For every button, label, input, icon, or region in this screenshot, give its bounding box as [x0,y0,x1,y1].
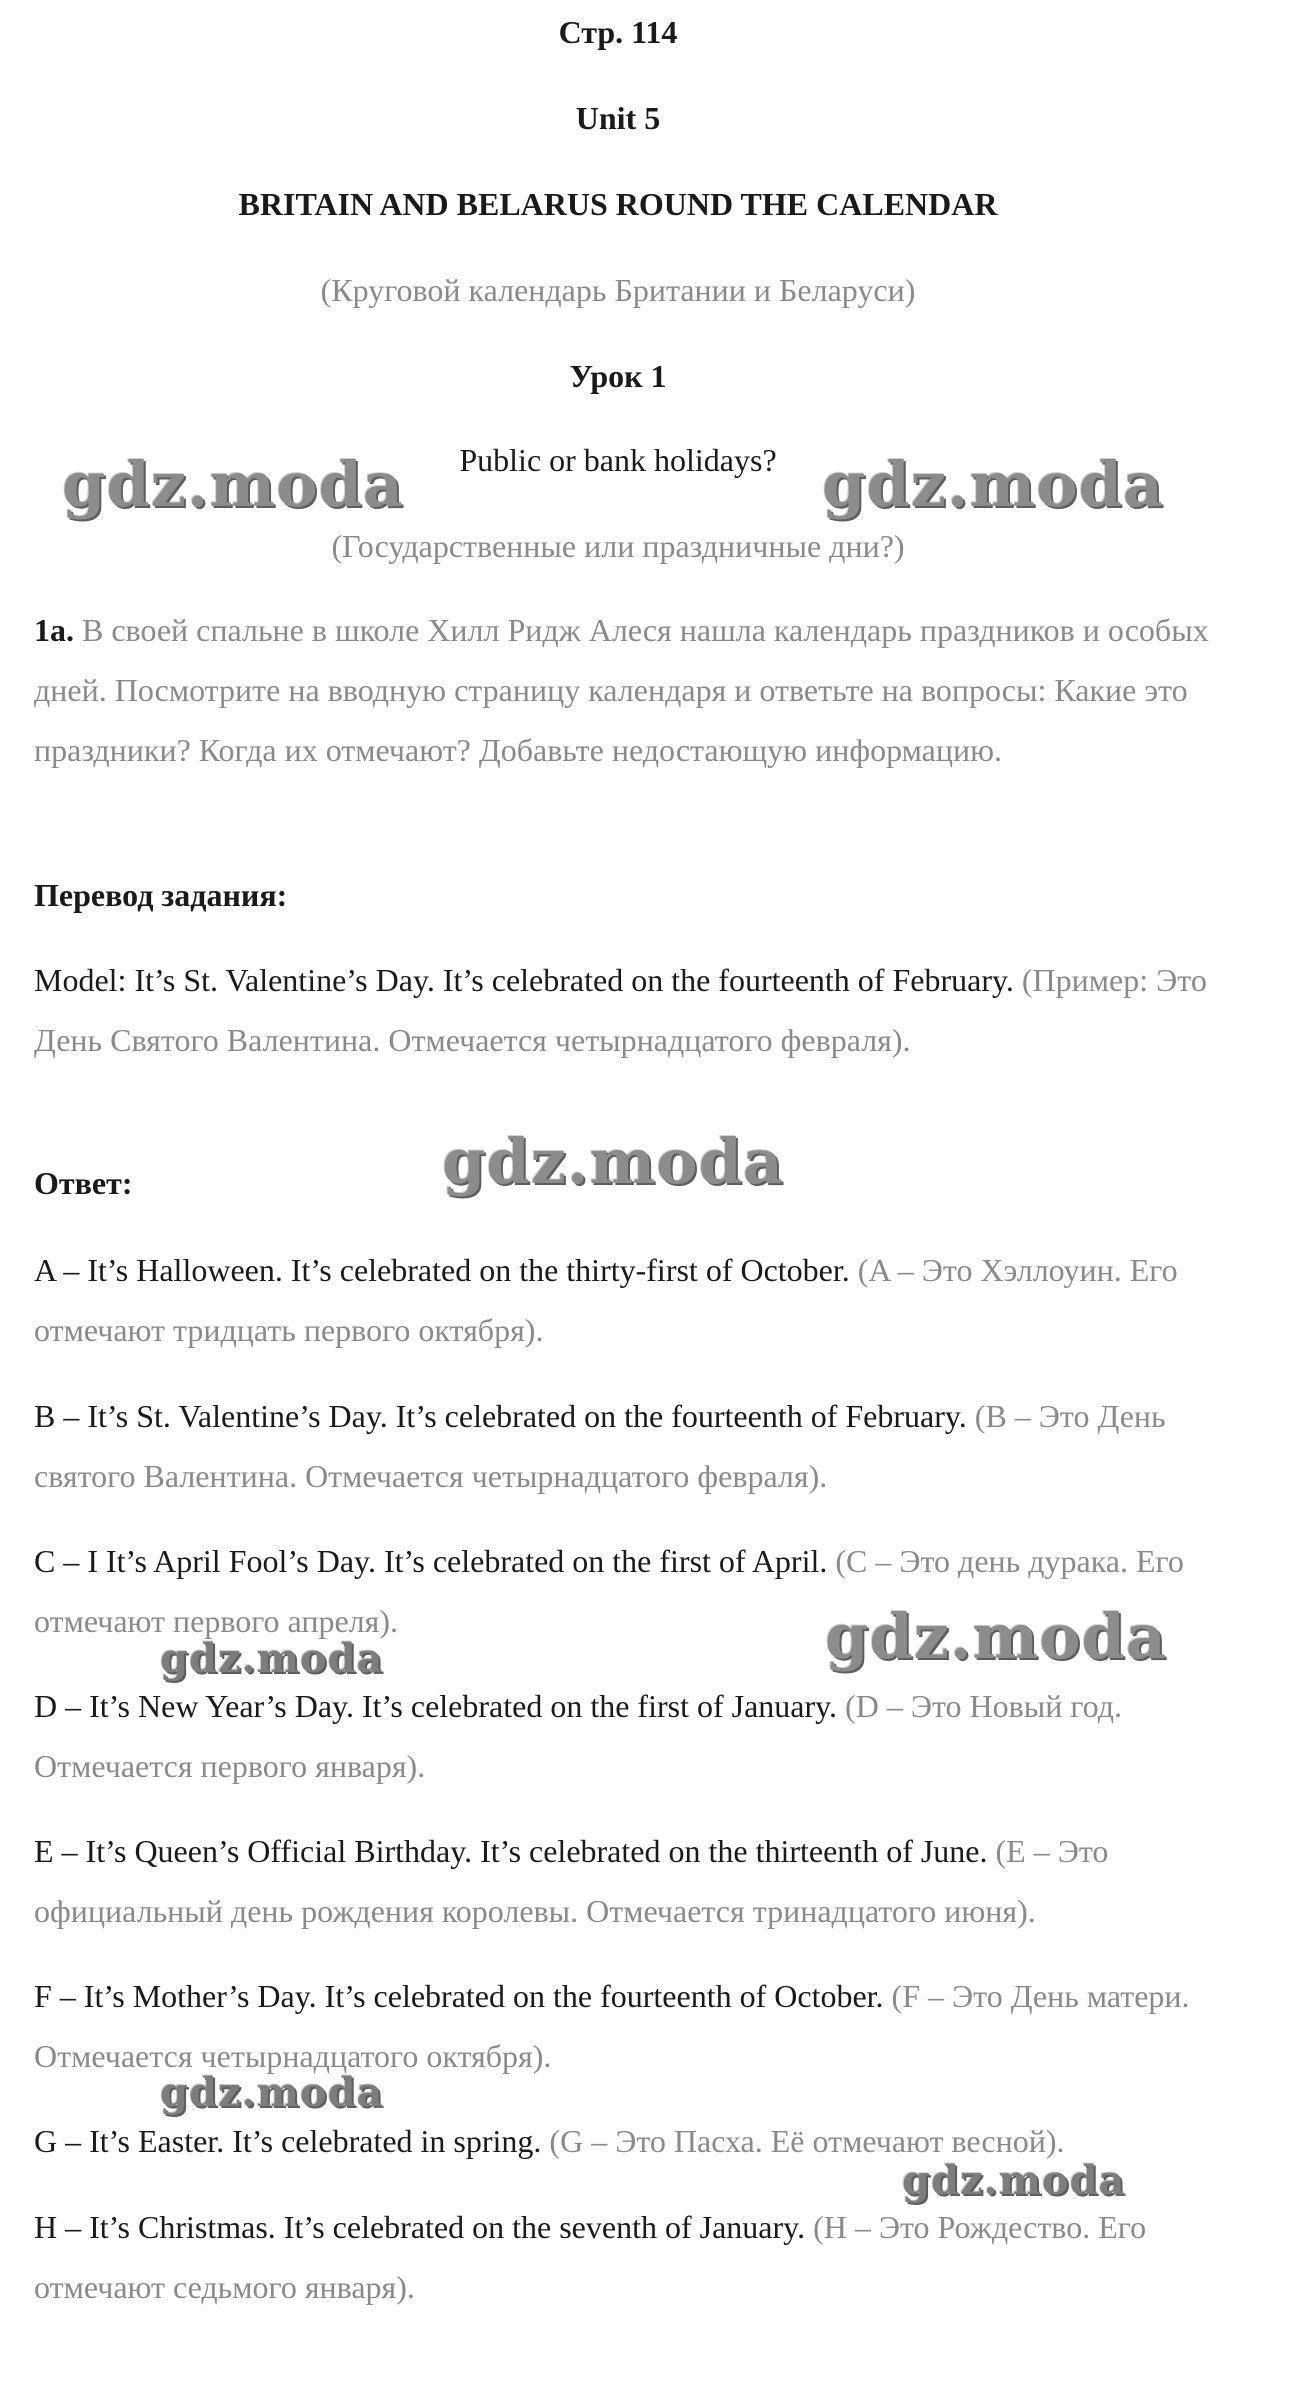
answer-item-b [34,1386,1244,1506]
answer-english: A – It’s Halloween. It’s celebrated on the thirty-first of October. [34,1252,850,1288]
lesson-subtitle: Public or bank holidays? [459,442,777,478]
answer-russian: (F – Это День матери. Отмечается четырнадцатого октября). [34,1978,1190,2074]
page-number: Стр. 114 [558,14,678,50]
page-title-translation: (Круговой календарь Британии и Беларуси) [320,272,916,308]
answer-russian: (B – Это День святого Валентина. Отмечается четырнадцатого февраля). [34,1398,1166,1494]
task-number: 1a. [34,612,74,648]
lesson-heading: Урок 1 [569,358,667,394]
task-description: В своей спальне в школе Хилл Ридж Алеся нашла календарь праздников и особых дней. Посмотрите на вводную страницу календаря и ответьте на вопросы: Какие это праздники? Когда их отмечают? Добавьте недостающую информацию. [34,612,1209,768]
unit-heading: Unit 5 [575,100,661,136]
answer-label: Ответ: [34,1165,133,1201]
answer-item-a [34,1240,1244,1360]
answer-english: E – It’s Queen’s Official Birthday. It’s celebrated on the thirteenth of June. [34,1833,988,1869]
answer-item-e [34,1821,1244,1941]
watermark: gdz.moda [160,1635,384,1682]
answer-russian: (H – Это Рождество. Его отмечают седьмого января). [34,2209,1147,2305]
page-title: BRITAIN AND BELARUS ROUND THE CALENDAR [238,186,998,222]
watermark: gdz.moda [160,2069,384,2116]
answer-english: H – It’s Christmas. It’s celebrated on the seventh of January. [34,2209,806,2245]
model-english: Model: It’s St. Valentine’s Day. It’s celebrated on the fourteenth of February. [34,962,1014,998]
watermark: gdz.moda [442,1125,784,1198]
translation-label: Перевод задания: [34,877,288,913]
watermark: gdz.moda [825,1600,1167,1673]
answer-russian: (A – Это Хэллоуин. Его отмечают тридцать первого октября). [34,1252,1178,1348]
answer-russian: (D – Это Новый год. Отмечается первого января). [34,1688,1123,1784]
answer-item-f [34,1966,1244,2086]
watermark: gdz.moda [902,2157,1126,2204]
answer-english: F – It’s Mother’s Day. It’s celebrated on the fourteenth of October. [34,1978,884,2014]
answer-english: C – I It’s April Fool’s Day. It’s celebrated on the first of April. [34,1543,828,1579]
answer-item-h [34,2197,1244,2317]
answer-english: G – It’s Easter. It’s celebrated in spring. [34,2123,542,2159]
answer-english: B – It’s St. Valentine’s Day. It’s celebrated on the fourteenth of February. [34,1398,967,1434]
watermark: gdz.moda [822,448,1164,521]
answer-english: D – It’s New Year’s Day. It’s celebrated on the first of January. [34,1688,838,1724]
answer-russian: (G – Это Пасха. Её отмечают весной). [541,2123,1065,2159]
answer-russian: (E – Это официальный день рождения королевы. Отмечается тринадцатого июня). [34,1833,1109,1929]
answer-item-d [34,1676,1244,1796]
lesson-subtitle-translation: (Государственные или праздничные дни?) [331,528,905,564]
model-paragraph [34,950,1244,1070]
answer-russian: (C – Это день дурака. Его отмечают первого апреля). [34,1543,1184,1639]
watermark: gdz.moda [62,448,404,521]
task-text [34,600,1244,780]
model-russian: (Пример: Это День Святого Валентина. Отмечается четырнадцатого февраля). [34,962,1207,1058]
